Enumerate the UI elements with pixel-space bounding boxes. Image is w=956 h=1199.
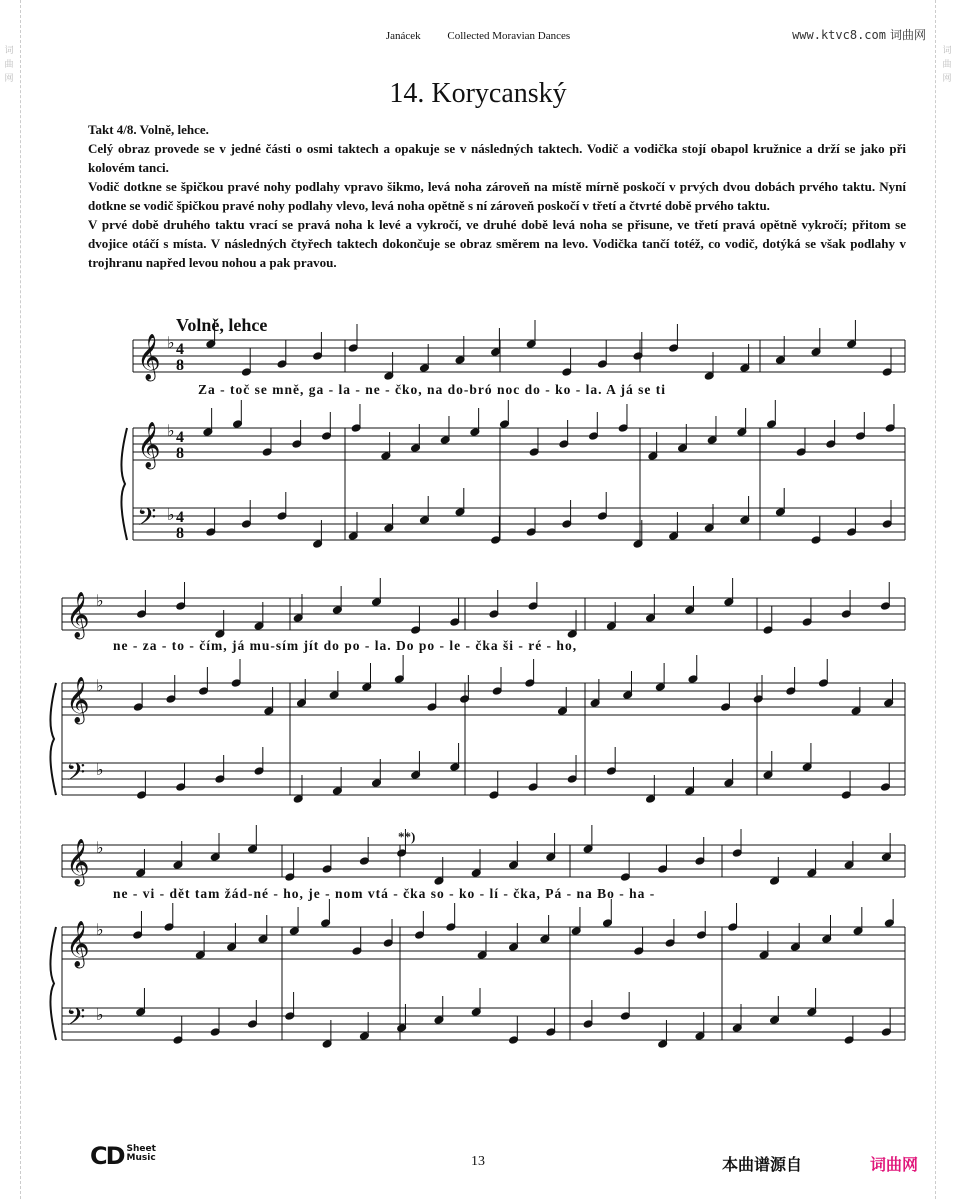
treble-clef-icon: 𝄞 <box>137 422 161 468</box>
time-signature: 8 <box>176 445 184 462</box>
voice-staff-2 <box>62 598 905 630</box>
instructions-p3: Vodič dotkne se špičkou pravé nohy podlahy vpravo šikmo, levá noha zároveň na místě mírně poskočí v prvých dvou dobách prvého taktu. Nyní dotkne se vodič špičkou pravé nohy podlahy vlevo, levá noha opětně s ní zároveň poskočí v třetí a čtvrté době prvého taktu. <box>88 179 906 213</box>
key-flat-icon: ♭ <box>96 920 104 939</box>
key-flat-icon: ♭ <box>167 505 175 524</box>
tempo-marking: Volně, lehce <box>176 315 268 335</box>
key-flat-icon: ♭ <box>96 1005 104 1024</box>
lh-notes-1 <box>206 488 892 548</box>
time-signature: 4 <box>176 429 184 446</box>
left-watermark-glyphs: 词 曲 网 <box>4 46 14 84</box>
treble-clef-icon: 𝄞 <box>66 677 90 723</box>
header-composer: Janácek <box>385 30 421 42</box>
page-title: 14. Korycanský <box>389 78 567 109</box>
piano-lh-staff-2 <box>62 763 905 795</box>
instructions-p4: V prvé době druhého taktu vrací se pravá noha k levé a vykročí, ve druhé době levá noha se přisune, ve třetí pravá opětně vykročí; přitom se dvojice otáčí s místa. V následných čtyřech taktech dokončuje se obraz směrem na levo. Vodička tančí totéž, co vodič, dotýká se však podlahy v trojhranu napřed levou nohou a pak pravou. <box>88 217 906 270</box>
key-flat-icon: ♭ <box>96 838 104 857</box>
key-flat-icon: ♭ <box>167 421 175 440</box>
treble-clef-icon: 𝄞 <box>137 334 161 380</box>
watermark-site-name: 词曲网 <box>889 28 926 42</box>
time-signature: 4 <box>176 509 184 526</box>
lyrics-system-2: ne - za - to - čím, já mu-sím jít do po - la. Do po - le - čka ši - ré - ho, <box>113 638 578 653</box>
treble-clef-icon: 𝄞 <box>66 839 90 885</box>
page-number: 13 <box>471 1154 485 1169</box>
voice-notes-3 <box>136 825 892 885</box>
time-signature: 8 <box>176 357 184 374</box>
time-signature: 4 <box>176 341 184 358</box>
lyrics-system-1: Za - toč se mně, ga - la - ne - čko, na do-bró noc do - ko - la. A já se ti <box>198 382 666 397</box>
instructions-p1: Takt 4/8. Volně, lehce. <box>88 122 209 137</box>
bass-clef-icon: 𝄢 <box>137 503 157 538</box>
voice-staff-1 <box>133 340 905 372</box>
bass-clef-icon: 𝄢 <box>66 1003 86 1038</box>
header-collection: Collected Moravian Dances <box>447 30 571 42</box>
rh-notes-2 <box>133 655 893 715</box>
key-flat-icon: ♭ <box>96 591 104 610</box>
rh-notes-3 <box>133 899 895 959</box>
key-flat-icon: ♭ <box>96 676 104 695</box>
key-flat-icon: ♭ <box>96 760 104 779</box>
lyrics-system-3: ne - vi - dět tam žád-né - ho, je - nom vtá - čka so - ko - lí - čka, Pá - na Bo - ha - <box>113 886 656 901</box>
instructions-p2: Celý obraz provede se v jedné části o osmi taktech a opakuje se v následných taktech. Vodič a vodička stojí obapol kružnice a drží se jako při kolovém tanci. <box>88 141 906 175</box>
right-watermark-glyphs: 词 曲 网 <box>942 46 952 84</box>
logo-text-1: Sheet <box>126 1144 156 1154</box>
time-signature: 8 <box>176 525 184 542</box>
piano-rh-staff-1 <box>133 428 905 460</box>
footnote-mark: **) <box>398 829 416 844</box>
bass-clef-icon: 𝄢 <box>66 758 86 793</box>
piano-rh-staff-2 <box>62 683 905 715</box>
logo-mark: CD <box>90 1142 124 1170</box>
key-flat-icon: ♭ <box>167 333 175 352</box>
voice-notes-1 <box>206 320 892 380</box>
treble-clef-icon: 𝄞 <box>66 592 90 638</box>
logo-text-2: Music <box>126 1153 156 1163</box>
treble-clef-icon: 𝄞 <box>66 921 90 967</box>
lh-notes-3 <box>136 988 892 1048</box>
voice-notes-2 <box>137 578 891 638</box>
lh-notes-2 <box>137 743 891 803</box>
source-site: 词曲网 <box>870 1155 919 1174</box>
watermark-url-text[interactable]: www.ktvc8.com <box>792 28 886 42</box>
source-label: 本曲谱源自 <box>722 1155 803 1174</box>
rh-notes-1 <box>203 400 895 460</box>
